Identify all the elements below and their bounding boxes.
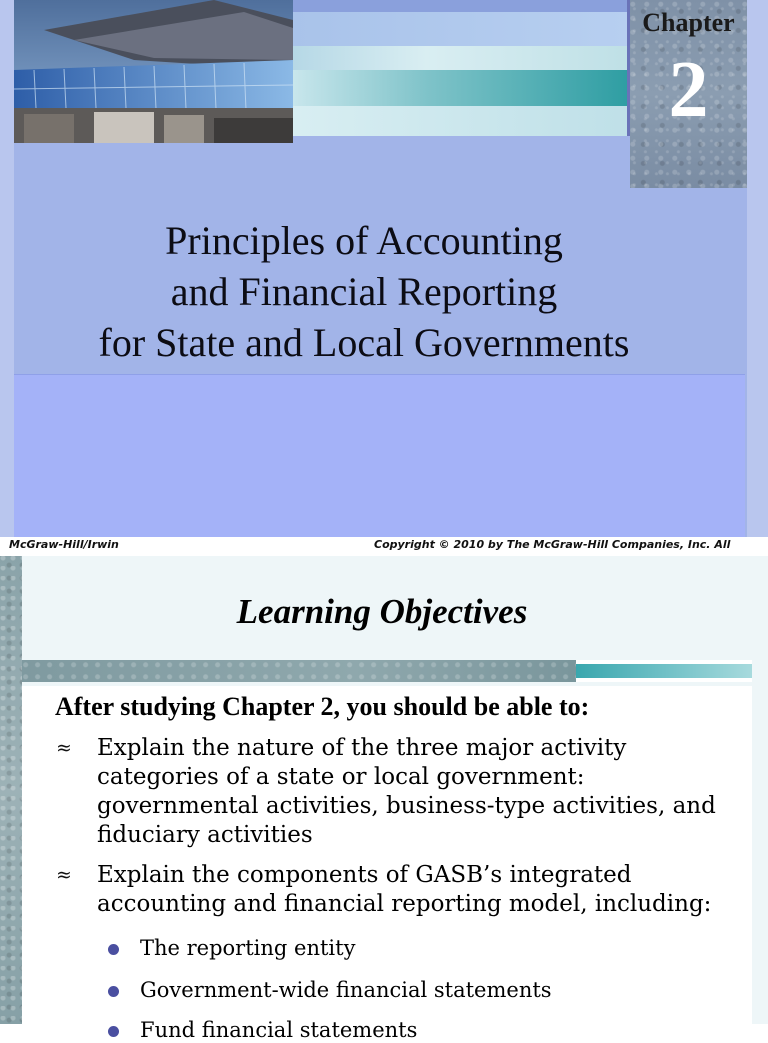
lower-panel	[14, 374, 745, 538]
page-title: Learning Objectives	[236, 592, 528, 631]
decorative-band	[293, 106, 627, 136]
slide-footer	[0, 537, 768, 556]
copyright-label: Copyright © 2010 by The McGraw-Hill Companies, Inc. All	[374, 538, 731, 551]
decorative-band	[293, 12, 627, 46]
sub-list-item-text: The reporting entity	[140, 936, 356, 960]
publisher-label: McGraw-Hill/Irwin	[9, 538, 119, 551]
list-item-text: Explain the components of GASB’s integrated accounting and financial reporting model, including:	[97, 862, 712, 917]
divider-tail	[576, 664, 752, 678]
sub-list-item-text: Fund financial statements	[140, 1018, 418, 1042]
list-item-text: Explain the nature of the three major activity categories of a state or local government: governmental activities, business-type activities, and fiduciary activities	[97, 735, 716, 848]
sub-list-item-text: Government-wide financial statements	[140, 978, 552, 1002]
decorative-teal-band	[293, 70, 627, 106]
decorative-band	[293, 46, 627, 70]
dot-bullet-icon	[108, 944, 119, 955]
right-border-strip	[747, 0, 768, 537]
building-photo-graphic	[14, 0, 293, 143]
objectives-slide	[0, 556, 768, 1042]
decorative-band	[293, 0, 627, 12]
wave-bullet-icon: ≈	[56, 864, 72, 886]
title-line: and Financial Reporting	[170, 269, 558, 314]
left-border-strip	[0, 0, 14, 537]
divider-bar	[22, 660, 576, 682]
wave-bullet-icon: ≈	[56, 737, 72, 759]
dot-bullet-icon	[108, 986, 119, 997]
chapter-block	[630, 0, 747, 188]
title-line: for State and Local Governments	[98, 320, 630, 365]
intro-text: After studying Chapter 2, you should be able to:	[55, 692, 590, 721]
chapter-label: Chapter	[642, 8, 735, 37]
divider-tail-edge	[576, 678, 752, 682]
left-texture-stripe	[0, 556, 22, 1024]
slide-title	[14, 215, 714, 368]
building-photo-icon	[14, 0, 293, 143]
title-line: Principles of Accounting	[165, 218, 563, 263]
dot-bullet-icon	[108, 1026, 119, 1037]
chapter-number: 2	[668, 46, 709, 134]
